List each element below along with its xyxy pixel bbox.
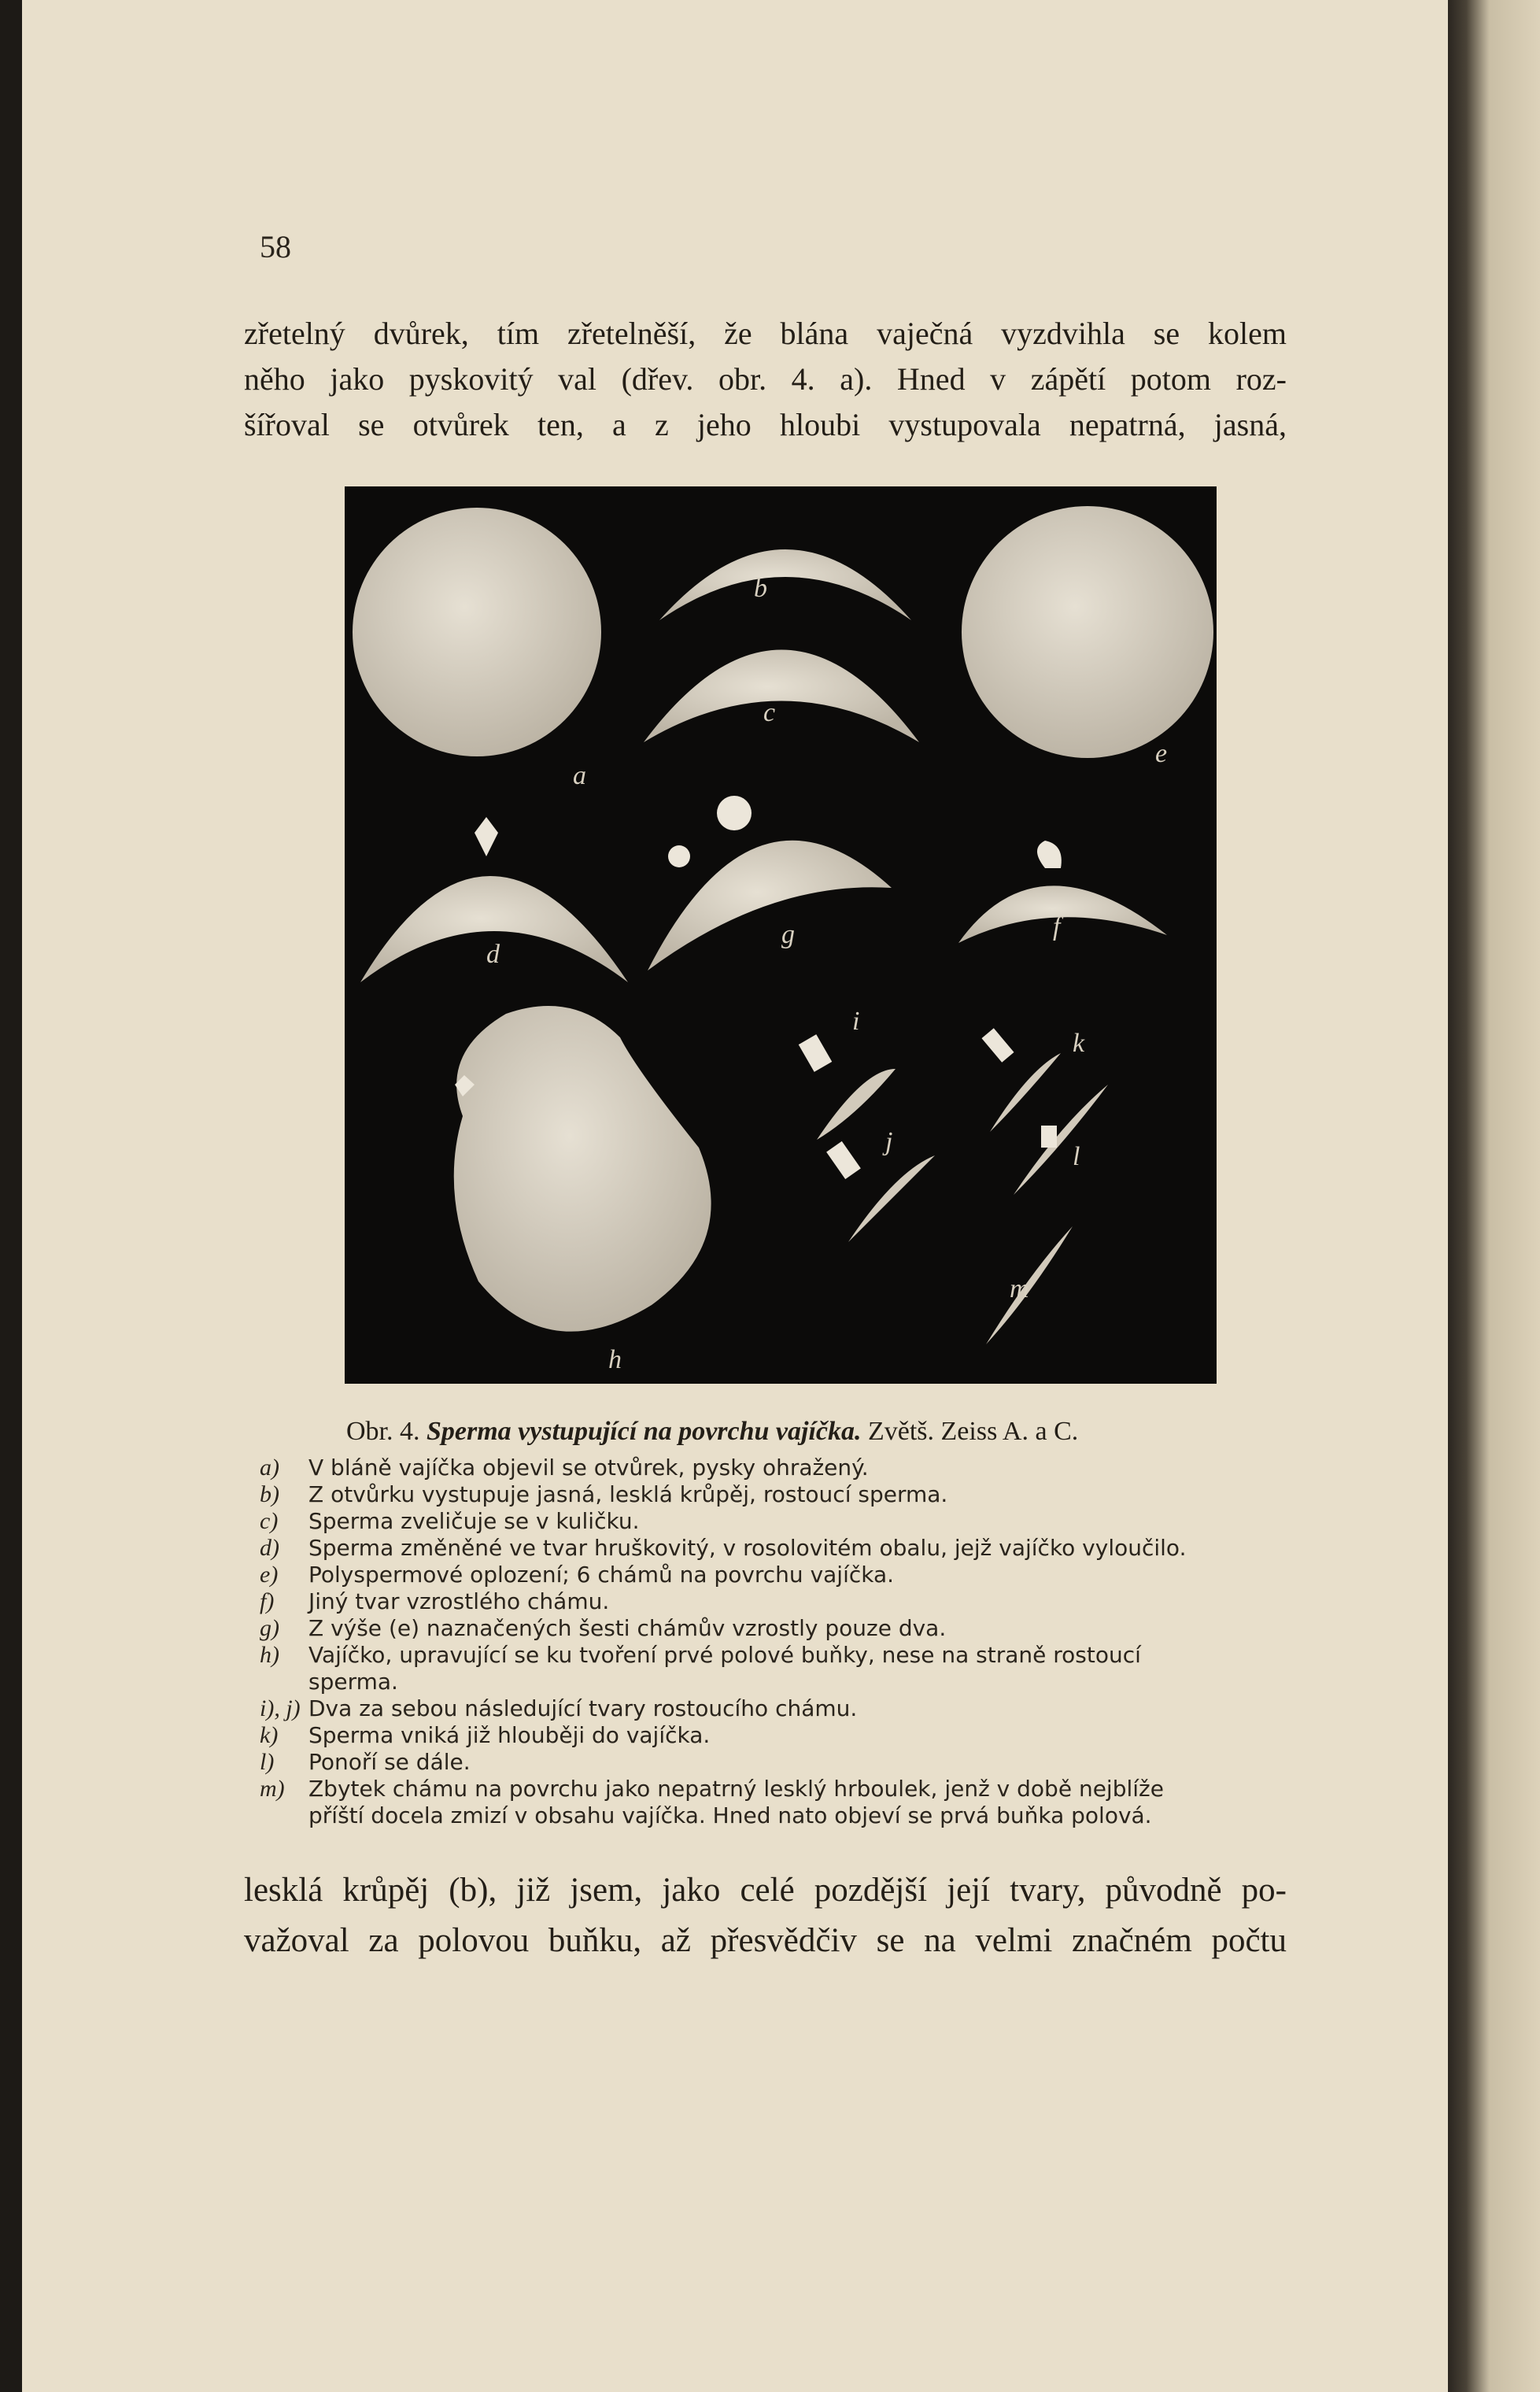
egg-a xyxy=(353,508,601,756)
figure-label-f: f xyxy=(1053,912,1061,941)
text-line: šířoval se otvůrek ten, a z jeho hloubi vystupovala nepatrná, jasná, xyxy=(244,407,1287,442)
legend-item xyxy=(260,1749,1291,1776)
legend-continuation: sperma. xyxy=(308,1669,398,1695)
book-gutter xyxy=(1448,0,1540,2392)
legend-text: Dva za sebou následující tvary rostoucího chámu. xyxy=(308,1695,858,1721)
legend-item xyxy=(260,1588,1291,1615)
sperm-d xyxy=(475,817,498,856)
sperm-l xyxy=(1041,1126,1057,1148)
egg-j xyxy=(848,1155,935,1242)
sperm-g xyxy=(717,796,752,830)
legend-item xyxy=(260,1776,1291,1802)
sperm-k xyxy=(981,1028,1014,1062)
figure-caption xyxy=(346,1417,1291,1447)
figure-label-c: c xyxy=(763,698,776,727)
figure-label-l: l xyxy=(1073,1142,1080,1171)
legend-label: k) xyxy=(260,1722,279,1748)
figure-label-m: m xyxy=(1010,1274,1029,1303)
sperm-g2 xyxy=(668,845,690,867)
egg-l xyxy=(1014,1085,1108,1195)
legend-item xyxy=(260,1535,1291,1562)
sperm-f xyxy=(1037,841,1062,868)
figure-label-d: d xyxy=(486,940,500,969)
bottom-paragraph xyxy=(244,1865,1287,1966)
sperm-j xyxy=(826,1141,861,1179)
legend-text: V bláně vajíčka objevil se otvůrek, pysky ohražený. xyxy=(308,1455,869,1481)
figure-label-a: a xyxy=(573,761,586,790)
legend-text: Z výše (e) naznačených šesti chámův vzrostly pouze dva. xyxy=(308,1615,947,1641)
legend-text: Zbytek chámu na povrchu jako nepatrný lesklý hrboulek, jenž v době nejblíže xyxy=(308,1776,1164,1802)
legend-item xyxy=(260,1642,1291,1669)
text-line: važoval za polovou buňku, až přesvědčiv se na velmi značném počtu xyxy=(244,1922,1287,1959)
legend-text: Vajíčko, upravující se ku tvoření prvé polové buňky, nese na straně rostoucí xyxy=(308,1642,1141,1668)
legend-item xyxy=(260,1615,1291,1642)
figure-label-g: g xyxy=(781,920,795,949)
figure-svg xyxy=(345,486,1217,1384)
egg-e xyxy=(962,506,1213,758)
legend-text: Sperma zveličuje se v kuličku. xyxy=(308,1508,640,1534)
legend-label: c) xyxy=(260,1508,279,1534)
egg-f xyxy=(958,885,1167,943)
legend-label: e) xyxy=(260,1562,279,1588)
figure-illustration xyxy=(345,486,1217,1384)
legend-item xyxy=(260,1562,1291,1588)
egg-h xyxy=(454,1006,711,1332)
page-number: 58 xyxy=(260,229,291,264)
egg-b xyxy=(659,549,911,620)
figure-label-e: e xyxy=(1155,739,1168,768)
caption-suffix: Zvětš. Zeiss A. a C. xyxy=(868,1417,1079,1446)
egg-m xyxy=(986,1226,1073,1344)
text-line: zřetelný dvůrek, tím zřetelněší, že blána vaječná vyzdvihla se kolem xyxy=(244,316,1287,351)
figure-label-h: h xyxy=(608,1345,622,1374)
legend-text: Ponoří se dále. xyxy=(308,1749,471,1775)
legend-text: Sperma vniká již hlouběji do vajíčka. xyxy=(308,1722,711,1748)
legend-label: h) xyxy=(260,1642,279,1668)
figure-legend xyxy=(260,1455,1291,1829)
legend-label: f) xyxy=(260,1588,275,1614)
legend-label: d) xyxy=(260,1535,279,1561)
legend-label: b) xyxy=(260,1481,279,1507)
egg-c xyxy=(644,650,919,743)
legend-text: Z otvůrku vystupuje jasná, lesklá krůpěj, rostoucí sperma. xyxy=(308,1481,948,1507)
legend-label: g) xyxy=(260,1615,279,1641)
legend-label: i), j) xyxy=(260,1695,301,1721)
legend-item xyxy=(260,1481,1291,1508)
legend-item xyxy=(260,1722,1291,1749)
text-line: lesklá krůpěj (b), již jsem, jako celé pozdější její tvary, původně po- xyxy=(244,1872,1287,1909)
legend-label: l) xyxy=(260,1749,275,1775)
legend-item xyxy=(260,1508,1291,1535)
figure-label-j: j xyxy=(885,1127,893,1156)
caption-title: Sperma vystupující na povrchu vajíčka. xyxy=(427,1417,862,1446)
legend-text: Sperma změněné ve tvar hruškovitý, v rosolovitém obalu, jejž vajíčko vyloučilo. xyxy=(308,1535,1187,1561)
text-line: něho jako pyskovitý val (dřev. obr. 4. a). Hned v zápětí potom roz- xyxy=(244,361,1287,397)
egg-i xyxy=(817,1069,896,1140)
legend-text: Polyspermové oplození; 6 chámů na povrchu vajíčka. xyxy=(308,1562,895,1588)
legend-text: Jiný tvar vzrostlého chámu. xyxy=(308,1588,610,1614)
sperm-i xyxy=(799,1034,833,1072)
legend-continuation: příští docela zmizí v obsahu vajíčka. Hned nato objeví se prvá buňka polová. xyxy=(308,1802,1152,1828)
egg-k xyxy=(990,1053,1061,1132)
top-paragraph xyxy=(244,311,1287,448)
figure-label-b: b xyxy=(754,574,767,603)
legend-label: a) xyxy=(260,1455,279,1481)
legend-item xyxy=(260,1455,1291,1481)
legend-label: m) xyxy=(260,1776,285,1802)
legend-item xyxy=(260,1695,1291,1722)
figure-label-i: i xyxy=(852,1007,860,1036)
figure-label-k: k xyxy=(1073,1029,1085,1058)
caption-prefix: Obr. 4. xyxy=(346,1417,420,1446)
